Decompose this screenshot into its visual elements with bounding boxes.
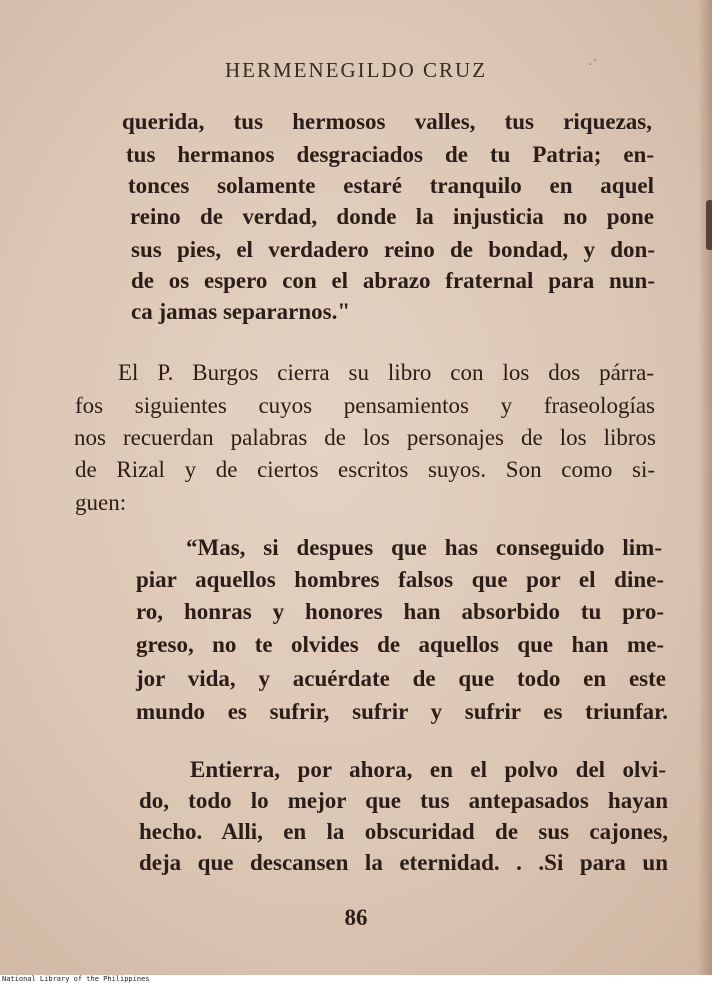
text-line: de os espero con el abrazo fraternal para nun- — [131, 268, 655, 293]
text-line: sus pies, el verdadero reino de bondad, y don- — [131, 237, 655, 262]
text-line: hecho. Alli, en la obscuridad de sus cajones, — [139, 819, 668, 844]
text-line: jor vida, y acuérdate de que todo en este — [136, 666, 666, 691]
text-line: tonces solamente estaré tranquilo en aquel — [128, 173, 654, 198]
text-line: reino de verdad, donde la injusticia no pone — [130, 204, 654, 229]
text-line: do, todo lo mejor que tus antepasados hayan — [139, 788, 668, 813]
edge-shadow-mark — [706, 200, 712, 250]
text-line: mundo es sufrir, sufrir y sufrir es triunfar. — [136, 699, 668, 724]
text-line: tus hermanos desgraciados de tu Patria; en- — [126, 142, 654, 167]
stray-mark: ·ˊ — [588, 58, 598, 73]
text-line: “Mas, si despues que has conseguido lim- — [186, 535, 662, 560]
library-credit: National Library of the Philippines — [2, 975, 150, 983]
text-line: piar aquellos hombres falsos que por el dine- — [136, 567, 664, 592]
text-line: guen: — [75, 490, 127, 515]
page-number: 86 — [344, 905, 368, 930]
text-line: ca jamas separarnos." — [131, 299, 351, 324]
text-line: Entierra, por ahora, en el polvo del olvi- — [190, 757, 666, 782]
text-line: greso, no te olvides de aquellos que han me- — [136, 632, 664, 657]
text-line: querida, tus hermosos valles, tus riquezas, — [122, 109, 652, 134]
text-line: fos siguientes cuyos pensamientos y fraseologías — [75, 393, 655, 418]
running-head: HERMENEGILDO CRUZ — [224, 58, 488, 82]
footer-strip — [0, 975, 712, 983]
text-line: nos recuerdan palabras de los personajes de los libros — [74, 425, 656, 450]
text-line: ro, honras y honores han absorbido tu pro- — [136, 599, 664, 624]
text-line: de Rizal y de ciertos escritos suyos. Son como si- — [75, 457, 655, 482]
text-line: deja que descansen la eternidad. . .Si para un — [139, 850, 668, 875]
text-line: El P. Burgos cierra su libro con los dos párra- — [118, 360, 654, 385]
facing-page-edge — [698, 0, 712, 975]
